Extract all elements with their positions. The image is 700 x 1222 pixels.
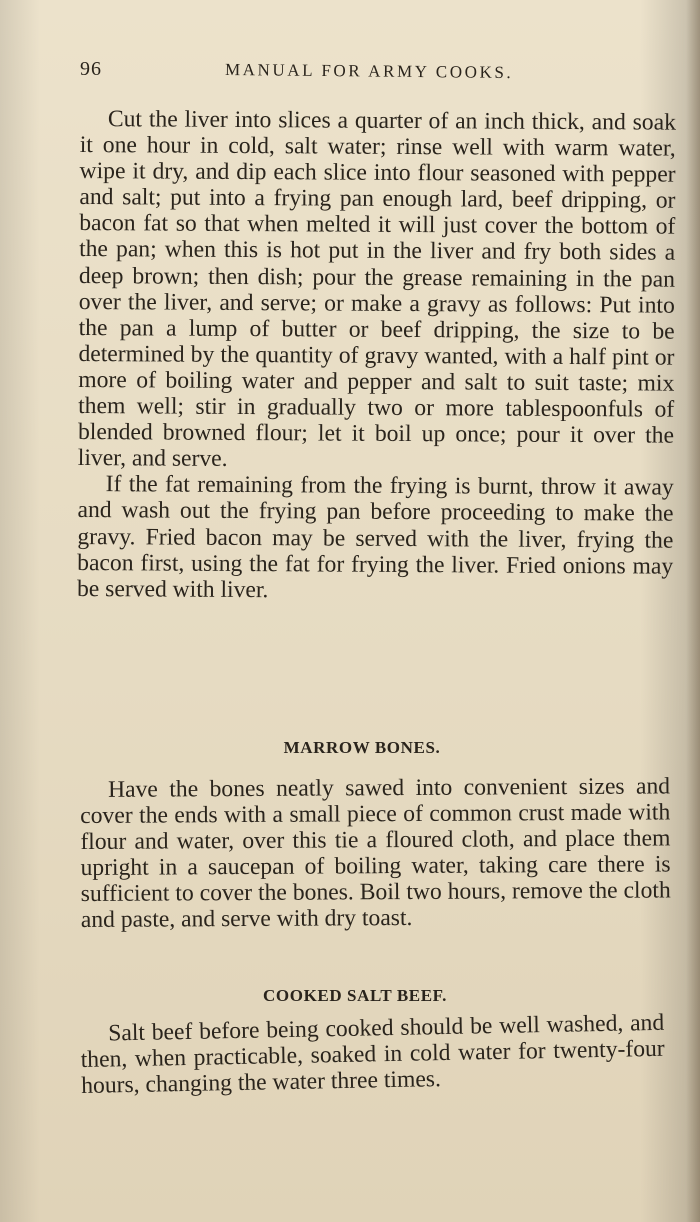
section-heading-cooked-salt-beef: COOKED SALT BEEF. <box>263 986 447 1005</box>
liver-recipe-body <box>77 106 676 605</box>
page-header <box>80 58 640 84</box>
page-number: 96 <box>80 58 102 80</box>
paragraph: Cut the liver into slices a quarter of an inch thick, and soak it one hour in cold, salt water; rinse well with warm water, wipe it dry, and dip each slice into flour seasoned with pepper and salt; put into a frying pan enough lard, beef dripping, or bacon fat so that when melted it will just cover the bottom of the pan; when this is hot put in the liver and fry both sides a deep brown; then dish; pour the grease remaining in the pan over the liver, and serve; or make a gravy as follows: Put into the pan a lump of butter or beef dripping, the size to be determined by the quantity of gravy wanted, with a half pint or more of boiling water and pepper and salt to suit taste; mix them well; stir in gradually two or more tablespoonfuls of blended browned flour; let it boil up once; pour it over the liver, and serve. <box>77 106 676 473</box>
running-head: MANUAL FOR ARMY COOKS. <box>224 60 514 83</box>
paragraph: Salt beef before being cooked should be well washed, and then, when practicable, soaked in cold water for twenty-four hours, changing the water three times. <box>80 1009 665 1100</box>
section-heading-marrow-bones: MARROW BONES. <box>283 738 441 757</box>
paragraph: If the fat remaining from the frying is burnt, throw it away and wash out the frying pan before proceeding to make the gravy. Fried bacon may be served with the liver, frying the bacon first, using the fat for frying the liver. Fried onions may be served with liver. <box>76 471 674 603</box>
cooked-salt-beef-body <box>80 1010 665 1099</box>
page-edge-shadow <box>686 0 700 1222</box>
paragraph: Have the bones neatly sawed into convenient sizes and cover the ends with a small piece of common crust made with flour and water, over this tie a floured cloth, and place them upright in a saucepan of boiling water, taking care there is sufficient to cover the bones. Boil two hours, remove the cloth and paste, and serve with dry toast. <box>80 773 671 934</box>
marrow-bones-body <box>80 773 671 933</box>
